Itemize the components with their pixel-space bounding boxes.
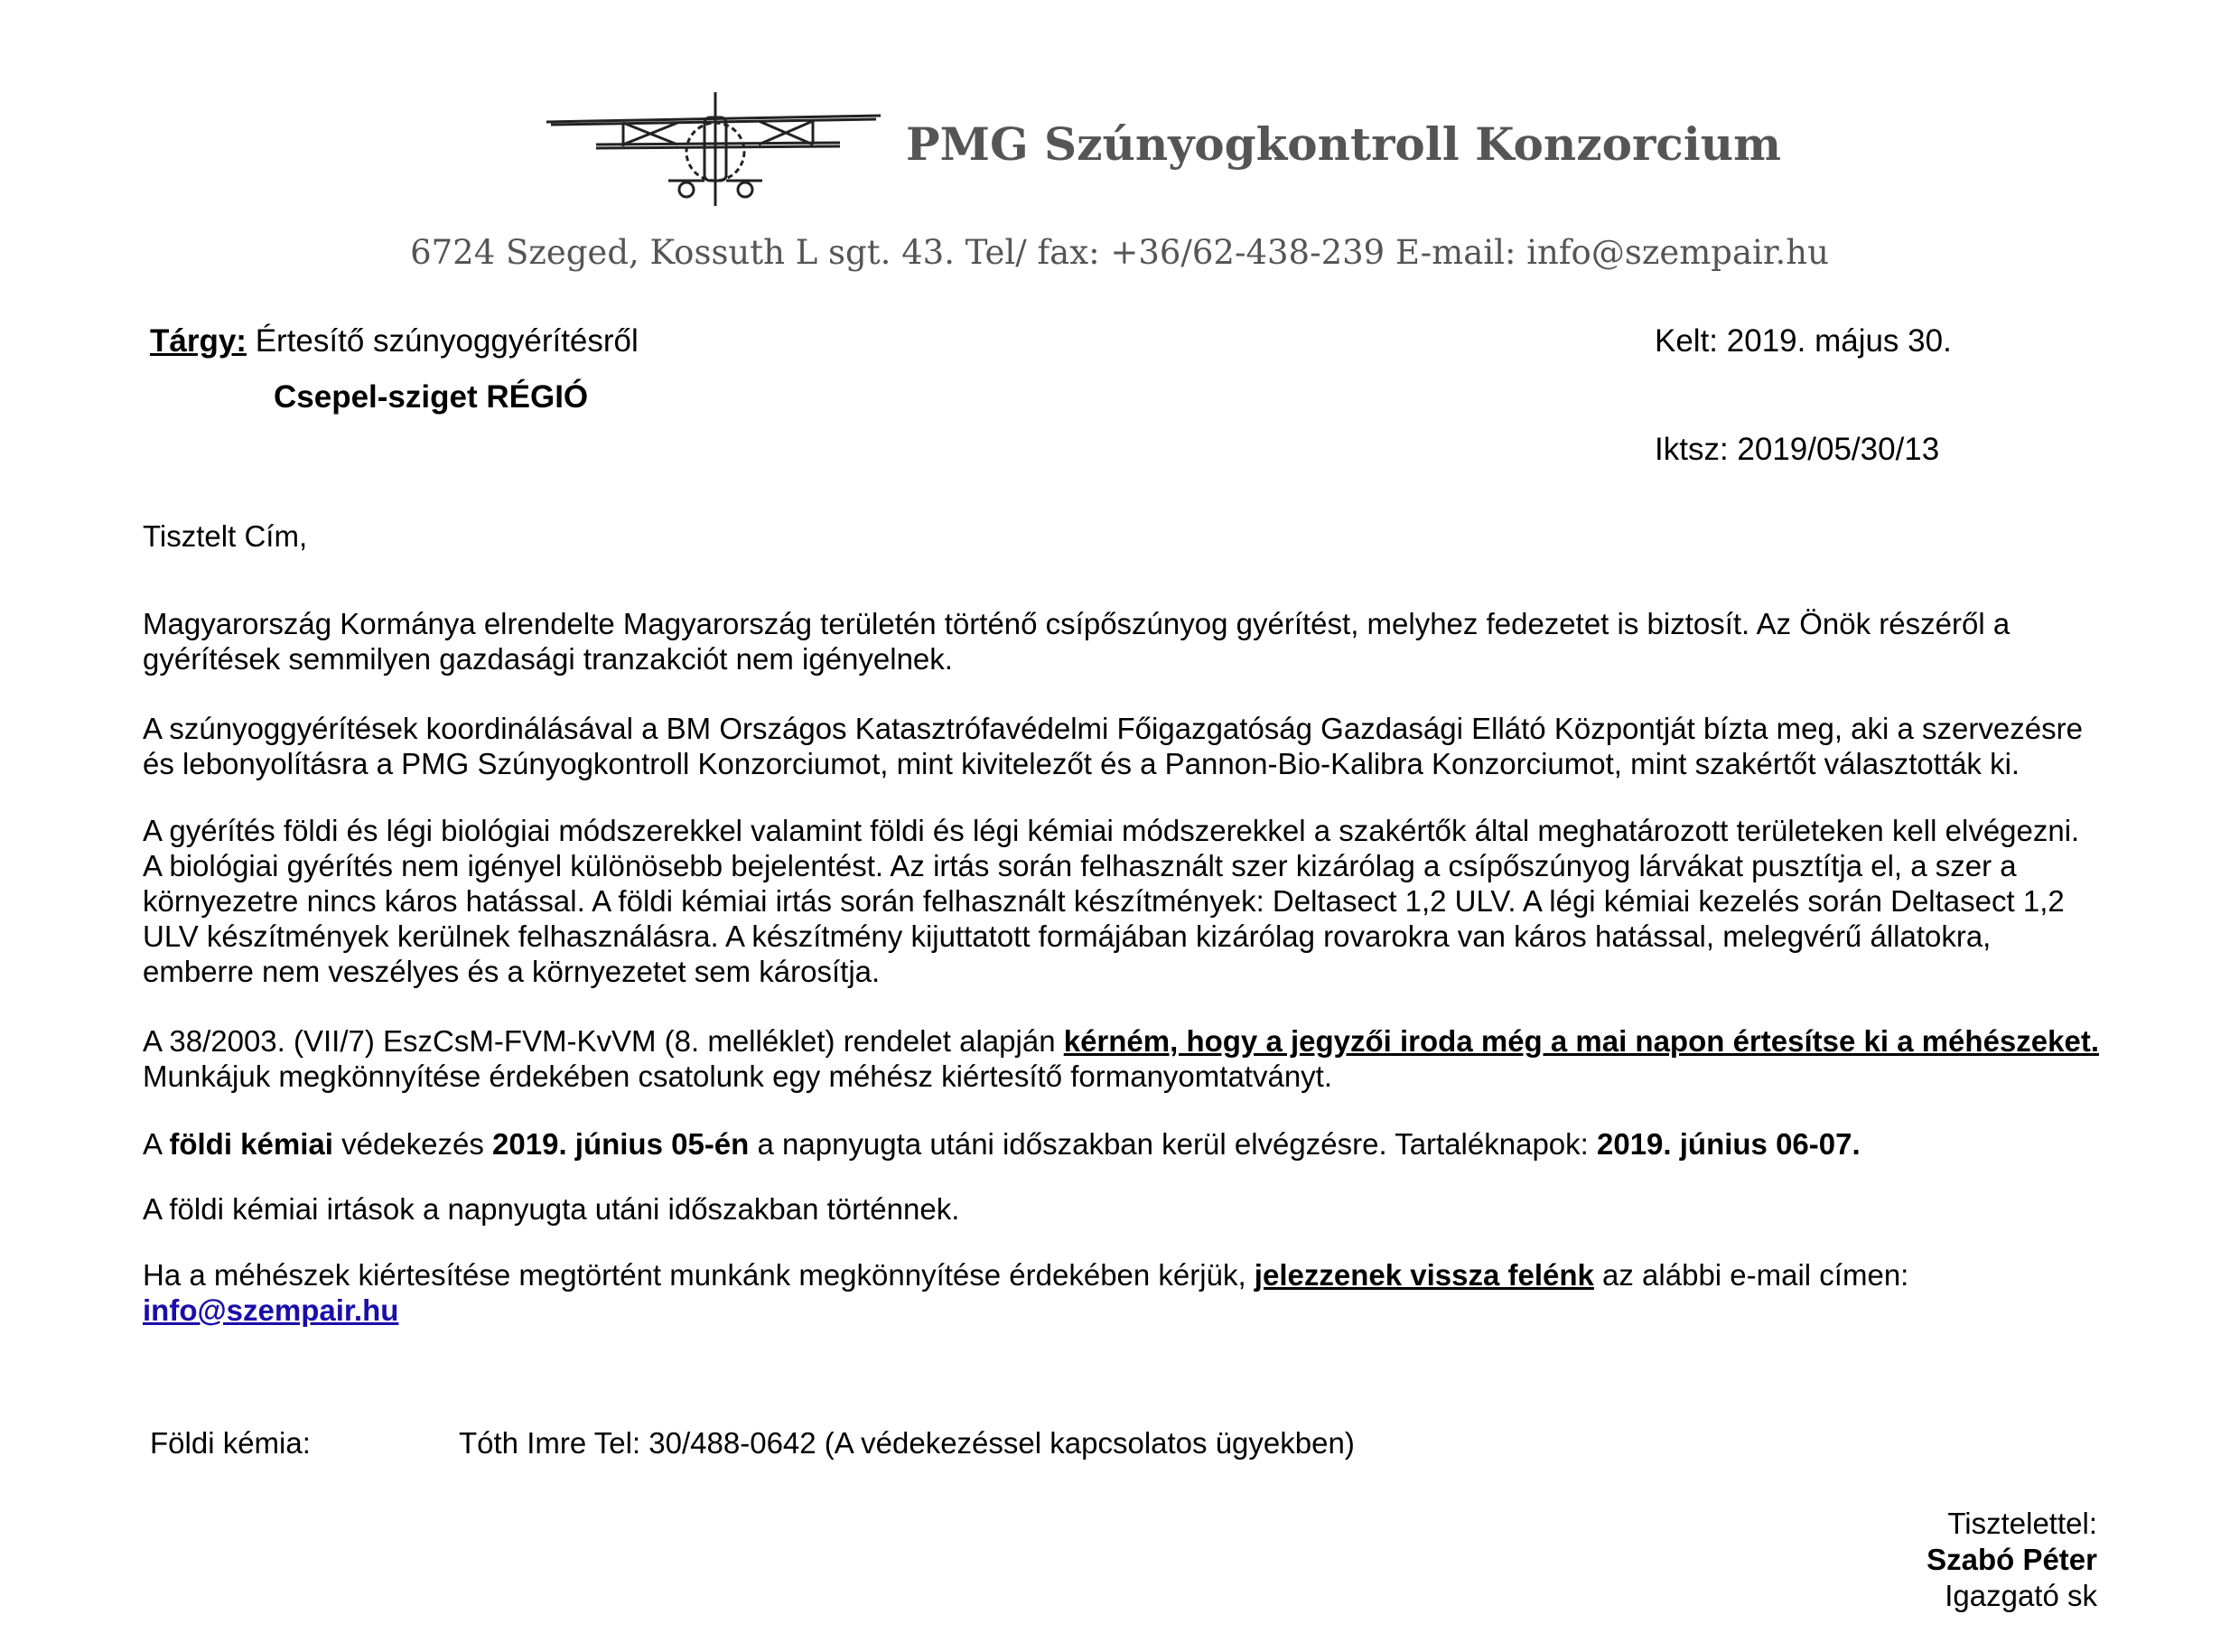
paragraph-2: A szúnyoggyérítések koordinálásával a BM Országos Katasztrófavédelmi Főigazgatóság Gazdasági Ellátó Központját bízta meg, aki a szervezésre és lebonyolításra a PMG Szúnyogkontroll Konzorciumot, mint kivitelezőt és a Pannon-Bio-Kalibra Konzorciumot, mint szakértőt választották ki.: [143, 712, 2083, 780]
treatment-type: földi kémiai: [169, 1127, 333, 1161]
subject-label: Tárgy:: [150, 323, 247, 359]
date-line: Kelt: 2019. május 30.: [1655, 323, 1952, 359]
paragraph-5-part: A: [143, 1127, 170, 1161]
paragraph-6: A földi kémiai irtások a napnyugta utáni időszakban történnek.: [143, 1192, 960, 1226]
email-link[interactable]: info@szempair.hu: [143, 1293, 399, 1327]
paragraph-7-tail: az alábbi e-mail címen:: [1593, 1258, 1909, 1292]
paragraph-1: Magyarország Kormánya elrendelte Magyarország területén történő csípőszúnyog gyérítést, melyhez fedezetet is biztosít. Az Önök részéről a gyérítések semmilyen gazdasági tranzakciót nem igényelnek.: [143, 607, 2010, 676]
subject-text: Értesítő szúnyoggyérítésről: [255, 323, 639, 359]
subject-line: [150, 323, 639, 359]
signature-block: [1926, 1506, 2097, 1614]
region-title: Csepel-sziget RÉGIÓ: [274, 379, 589, 415]
paragraph-7-lead: Ha a méhészek kiértesítése megtörtént munkánk megkönnyítése érdekében kérjük,: [143, 1258, 1255, 1292]
treatment-date: 2019. június 05-én: [492, 1127, 750, 1161]
paragraph-5-part: védekezés: [332, 1127, 493, 1161]
paragraph-4-emphasis: kérném, hogy a jegyzői iroda még a mai napon értesítse ki a méhészeket.: [1063, 1024, 2099, 1058]
reference-number: Iktsz: 2019/05/30/13: [1655, 432, 1940, 467]
paragraph-5-part: a napnyugta utáni időszakban kerül elvégzésre. Tartaléknapok:: [749, 1127, 1597, 1161]
contact-label: Földi kémia:: [150, 1426, 311, 1460]
company-name: PMG Szúnyogkontroll Konzorcium: [906, 117, 1781, 171]
salutation: Tisztelt Cím,: [143, 519, 308, 553]
signature-closing: Tisztelettel:: [1947, 1507, 2097, 1540]
contact-value: Tóth Imre Tel: 30/488-0642 (A védekezéssel kapcsolatos ügyekben): [459, 1426, 1355, 1460]
reserve-dates: 2019. június 06-07.: [1597, 1127, 1861, 1161]
paragraph-5: [143, 1126, 2103, 1162]
paragraph-4-lead: A 38/2003. (VII/7) EszCsM-FVM-KvVM (8. melléklet) rendelet alapján: [143, 1024, 1064, 1058]
signature-title: Igazgató sk: [1945, 1579, 2097, 1612]
paragraph-3: A gyérítés földi és légi biológiai módszerekkel valamint földi és légi kémiai módszerekkel a szakértők által meghatározott területeken kell elvégezni. A biológiai gyérítés nem igényel különösebb bejelentést. Az irtás során felhasznált szer kizárólag a csípőszúnyog lárvákat pusztítja el, a szer a környezetre nincs káros hatással. A földi kémiai irtás során felhasznált készítmények: Deltasect 1,2 ULV. A légi kémiai kezelés során Deltasect 1,2 ULV készítmények kerülnek felhasználásra. A készítmény kijuttatott formájában kizárólag rovarokra van káros hatással, melegvérű állatokra, emberre nem veszélyes és a környezetet sem károsítja.: [143, 814, 2080, 988]
biplane-logo-icon: [542, 90, 885, 208]
paragraph-7: [143, 1257, 2103, 1328]
company-address: 6724 Szeged, Kossuth L sgt. 43. Tel/ fax: +36/62-438-239 E-mail: info@szempair.hu: [410, 233, 1829, 272]
paragraph-4-tail: Munkájuk megkönnyítése érdekében csatolunk egy méhész kiértesítő formanyomtatványt.: [143, 1059, 1333, 1093]
signature-name: Szabó Péter: [1926, 1543, 2097, 1576]
paragraph-7-emphasis: jelezzenek vissza felénk: [1254, 1258, 1594, 1292]
paragraph-4: [143, 1023, 2103, 1094]
